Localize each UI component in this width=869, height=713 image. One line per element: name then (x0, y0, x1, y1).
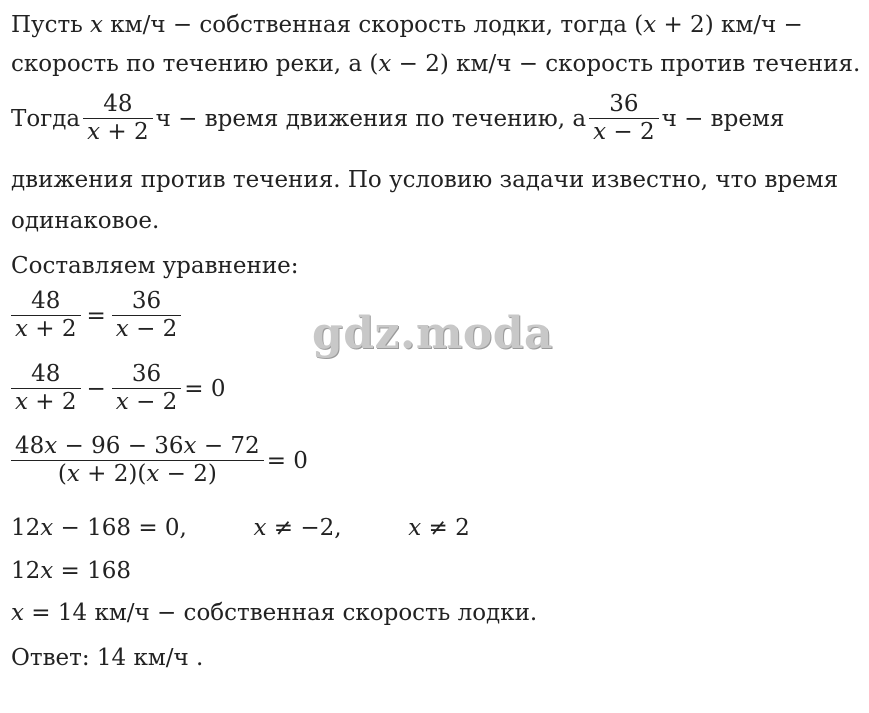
fraction-denominator: 𝑥 + 2 (15, 316, 77, 342)
fraction-right (112, 362, 182, 415)
fraction-numerator: 48𝑥 − 96 − 36𝑥 − 72 (11, 434, 264, 461)
fraction-numerator: 36 (112, 362, 182, 389)
fraction-48-over-x-plus-2 (83, 92, 153, 145)
fraction-denominator: 𝑥 − 2 (115, 389, 178, 415)
domain-condition-2: 𝑥 ≠ 2 (408, 515, 470, 541)
line-2: скорость по течению реки, а (𝑥 − 2) км/ч − скорость против течения. (11, 51, 861, 77)
fraction-numerator: 48 (83, 92, 153, 119)
line-3-prefix: Тогда (11, 105, 81, 132)
fraction-numerator: 36 (589, 92, 659, 119)
fraction-numerator: 48 (11, 362, 81, 389)
equation-6: 𝑥 = 14 км/ч − собственная скорость лодки. (11, 600, 538, 626)
equals-sign: = (86, 302, 106, 329)
line-1: Пусть 𝑥 км/ч − собственная скорость лодки, тогда (𝑥 + 2) км/ч − (11, 12, 803, 38)
equation-4 (11, 513, 470, 543)
linear-equation: 12𝑥 − 168 = 0, (11, 515, 187, 541)
combined-fraction (11, 434, 264, 487)
line-3 (11, 92, 784, 145)
equation-rhs: = 0 (184, 375, 226, 402)
fraction-numerator: 36 (112, 289, 182, 316)
fraction-left (11, 289, 81, 342)
equation-1 (11, 289, 184, 342)
line-5: одинаковое. (11, 208, 160, 234)
equation-3 (11, 434, 308, 487)
fraction-left (11, 362, 81, 415)
fraction-denominator: 𝑥 + 2 (87, 119, 149, 145)
line-6: Составляем уравнение: (11, 253, 299, 279)
line-4: движения против течения. По условию задачи известно, что время (11, 167, 839, 193)
fraction-denominator: 𝑥 − 2 (593, 119, 655, 145)
fraction-denominator: 𝑥 + 2 (15, 389, 77, 415)
answer-line: Ответ: 14 км/ч . (11, 645, 204, 671)
equation-rhs: = 0 (266, 447, 308, 474)
fraction-denominator: (𝑥 + 2)(𝑥 − 2) (57, 461, 217, 487)
line-3-suffix: ч − время (661, 105, 785, 132)
fraction-denominator: 𝑥 − 2 (115, 316, 178, 342)
equation-5: 12𝑥 = 168 (11, 558, 132, 584)
equation-2 (11, 362, 226, 415)
watermark-logo: gdz.moda (312, 308, 554, 359)
fraction-numerator: 48 (11, 289, 81, 316)
fraction-right (112, 289, 182, 342)
minus-sign: − (86, 375, 106, 402)
fraction-36-over-x-minus-2 (589, 92, 659, 145)
domain-condition-1: 𝑥 ≠ −2, (253, 515, 342, 541)
line-3-middle: ч − время движения по течению, а (155, 105, 587, 132)
